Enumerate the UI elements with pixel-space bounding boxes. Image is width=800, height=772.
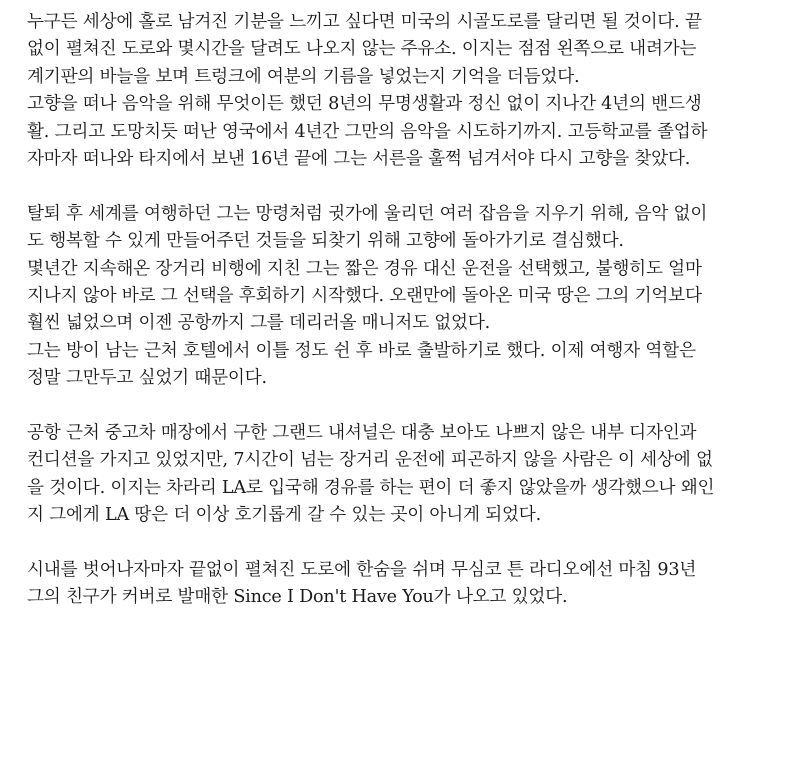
text-line: 지 그에게 LA 땅은 더 이상 호기롭게 갈 수 있는 곳이 아니게 되었다. [27, 505, 541, 526]
text-line: 고향을 떠나 음악을 위해 무엇이든 했던 8년의 무명생활과 정신 없이 지나간 4년의 밴드생 [27, 94, 702, 115]
text-line: 도 행복할 수 있게 만들어주던 것들을 되찾기 위해 고향에 돌아가기로 결심했다. [27, 231, 624, 252]
document-body [27, 9, 772, 612]
text-line: 몇년간 지속해온 장거리 비행에 지친 그는 짧은 경유 대신 운전을 선택했고, 불행히도 얼마 [27, 258, 702, 279]
text-line: 활. 그리고 도망치듯 떠난 영국에서 4년간 그만의 음악을 시도하기까지. 고등학교를 졸업하 [27, 121, 708, 142]
text-line: 정말 그만두고 싶었기 때문이다. [27, 368, 267, 389]
text-line: 그의 친구가 커버로 발매한 Since I Don't Have You가 나오고 있었다. [27, 587, 568, 608]
text-line: 없이 펼쳐진 도로와 몇시간을 달려도 나오지 않는 주유소. 이지는 점점 왼쪽으로 내려가는 [27, 39, 697, 60]
paragraph-3 [27, 420, 772, 530]
paragraph-spacer [27, 173, 772, 200]
paragraph-spacer [27, 529, 772, 556]
paragraph-1 [27, 9, 772, 173]
text-line: 탈퇴 후 세계를 여행하던 그는 망령처럼 귓가에 울리던 여러 잡음을 지우기 위해, 음악 없이 [27, 203, 708, 224]
text-line: 컨디션을 가지고 있었지만, 7시간이 넘는 장거리 운전에 피곤하지 않을 사람은 이 세상에 없 [27, 450, 713, 471]
text-line: 공항 근처 중고차 매장에서 구한 그랜드 내셔널은 대충 보아도 나쁘지 않은 내부 디자인과 [27, 422, 697, 443]
paragraph-2 [27, 201, 772, 393]
text-line: 시내를 벗어나자마자 끝없이 펼쳐진 도로에 한숨을 쉬며 무심코 튼 라디오에선 마침 93년 [27, 559, 697, 580]
text-line: 훨씬 넓었으며 이젠 공항까지 그를 데리러올 매니저도 없었다. [27, 313, 491, 334]
paragraph-spacer [27, 392, 772, 419]
text-line: 누구든 세상에 홀로 남겨진 기분을 느끼고 싶다면 미국의 시골도로를 달리면 될 것이다. 끝 [27, 12, 702, 32]
text-line: 계기판의 바늘을 보며 트렁크에 여분의 기름을 넣었는지 기억을 더듬었다. [27, 66, 580, 87]
text-line: 그는 방이 남는 근처 호텔에서 이틀 정도 쉰 후 바로 출발하기로 했다. 이제 여행자 역할은 [27, 340, 696, 361]
text-line: 을 것이다. 이지는 차라리 LA로 입국해 경유를 하는 편이 더 좋지 않았을까 생각했으나 왜인 [27, 477, 715, 498]
text-line: 자마자 떠나와 타지에서 보낸 16년 끝에 그는 서른을 훌쩍 넘겨서야 다시 고향을 찾았다. [27, 148, 691, 169]
paragraph-4 [27, 557, 772, 612]
text-line: 지나지 않아 바로 그 선택을 후회하기 시작했다. 오랜만에 돌아온 미국 땅은 그의 기억보다 [27, 285, 702, 306]
